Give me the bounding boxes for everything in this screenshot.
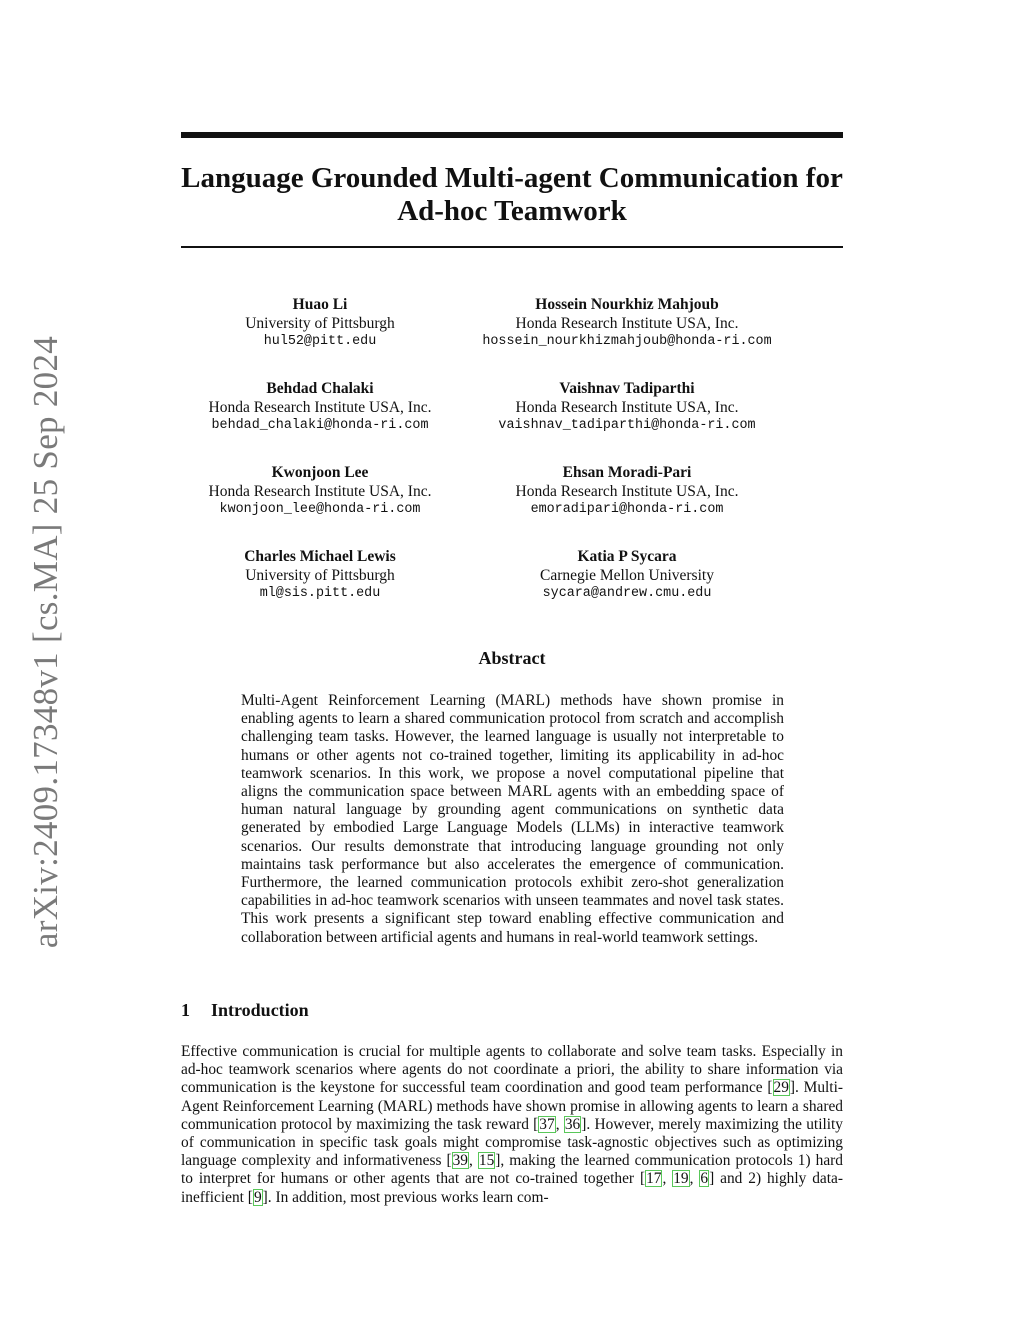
citation-link[interactable]: 6 [700, 1170, 709, 1188]
author-name: Katia P Sycara [577, 548, 677, 565]
author-name: Hossein Nourkhiz Mahjoub [535, 296, 719, 313]
introduction-paragraph [181, 1043, 843, 1207]
intro-text: , [555, 1115, 564, 1133]
author-name: Ehsan Moradi-Pari [562, 464, 692, 481]
citation-link[interactable]: 19 [673, 1170, 689, 1188]
author-affiliation: Honda Research Institute USA, Inc. [208, 398, 432, 416]
author-name: Kwonjoon Lee [271, 464, 369, 481]
author-email: hul52@pitt.edu [263, 334, 377, 349]
intro-text: ], making the learned communication protocols 1) hard to interpret for humans or other agents that are not co-trained together [ [181, 1152, 843, 1188]
author-affiliation: Honda Research Institute USA, Inc. [515, 482, 739, 500]
abstract-text: Multi-Agent Reinforcement Learning (MARL) methods have shown promise in enabling agents to learn a shared communication protocol from scratch and accomplish challenging team tasks. However, the learned language is usually not interpretable to humans or other agents not co-trained together, limiting its applicability in ad-hoc teamwork scenarios. In this work, we propose a novel computational pipeline that aligns the communication space between MARL agents with an embedding space of human natural language by grounding agent communications on synthetic data generated by embodied Large Language Models (LLMs) in interactive teamwork scenarios. Our results demonstrate that introducing language grounding not only maintains task performance but also accelerates the emergence of communication. Furthermore, the learned communication protocols exhibit zero-shot generalization capabilities in ad-hoc teamwork scenarios with unseen teammates and novel task states. This work presents a significant step toward enabling effective communication and collaboration between artificial agents and humans in real-world teamwork settings. [241, 692, 784, 946]
citation-link[interactable]: 15 [478, 1152, 495, 1170]
author-block [457, 548, 797, 604]
title-bottom-rule [181, 246, 843, 248]
author-affiliation: Honda Research Institute USA, Inc. [515, 314, 739, 332]
author-block [457, 464, 797, 520]
author-block [150, 296, 490, 352]
abstract-heading: Abstract [478, 648, 546, 668]
author-email: behdad_chalaki@honda-ri.com [211, 418, 429, 433]
citation-link[interactable]: 9 [253, 1188, 262, 1206]
intro-text: , [469, 1152, 478, 1170]
author-name: Behdad Chalaki [266, 380, 374, 397]
intro-text: ]. However, merely maximizing the utility of communication in specific task goals might compromise task-agnostic objectives such as optimizing language complexity and informativeness [ [181, 1115, 843, 1170]
author-block [150, 548, 490, 604]
intro-text: , [662, 1170, 673, 1188]
section-heading [181, 1000, 309, 1021]
author-email: hossein_nourkhizmahjoub@honda-ri.com [482, 334, 772, 349]
title-line-1: Language Grounded Multi-agent Communication for [181, 162, 843, 194]
author-name: Huao Li [292, 296, 348, 313]
arxiv-identifier-stamp: arXiv:2409.17348v1 [cs.MA] 25 Sep 2024 [26, 335, 65, 949]
intro-text: ]. In addition, most previous works learn com- [262, 1188, 549, 1206]
paper-title [181, 162, 843, 228]
section-title: Introduction [211, 1000, 309, 1020]
author-email: kwonjoon_lee@honda-ri.com [219, 502, 421, 517]
intro-text: ] and 2) highly data-inefficient [ [181, 1170, 843, 1206]
citation-link[interactable]: 17 [646, 1170, 662, 1188]
intro-text: , [689, 1170, 700, 1188]
author-email: emoradipari@honda-ri.com [530, 502, 724, 517]
author-affiliation: University of Pittsburgh [245, 314, 395, 332]
citation-link[interactable]: 39 [452, 1152, 468, 1170]
author-affiliation: Honda Research Institute USA, Inc. [208, 482, 432, 500]
author-email: ml@sis.pitt.edu [259, 586, 381, 601]
author-name: Vaishnav Tadiparthi [559, 380, 695, 397]
author-block [150, 464, 490, 520]
intro-text: Effective communication is crucial for multiple agents to collaborate and solve team tasks. Especially in ad-hoc teamwork scenarios where agents do not coordinate a priori, the ability to share information via communication is the keystone for successful team coordination and good team performance [ [181, 1043, 843, 1097]
intro-text: ]. Multi-Agent Reinforcement Learning (MARL) methods have shown promise in allowing agents to learn a shared communication protocol by maximizing the task reward [ [181, 1079, 843, 1133]
author-affiliation: University of Pittsburgh [245, 566, 395, 584]
author-block [457, 296, 797, 352]
author-block [457, 380, 797, 436]
author-affiliation: Honda Research Institute USA, Inc. [515, 398, 739, 416]
author-name: Charles Michael Lewis [244, 548, 396, 565]
author-block [150, 380, 490, 436]
citation-link[interactable]: 37 [539, 1115, 555, 1133]
author-affiliation: Carnegie Mellon University [540, 566, 714, 584]
author-email: sycara@andrew.cmu.edu [542, 586, 712, 601]
title-line-2: Ad-hoc Teamwork [397, 195, 627, 227]
author-email: vaishnav_tadiparthi@honda-ri.com [498, 418, 756, 433]
section-number: 1 [181, 1000, 190, 1020]
title-top-rule [181, 132, 843, 138]
citation-link[interactable]: 36 [564, 1115, 581, 1133]
citation-link[interactable]: 29 [773, 1079, 789, 1097]
